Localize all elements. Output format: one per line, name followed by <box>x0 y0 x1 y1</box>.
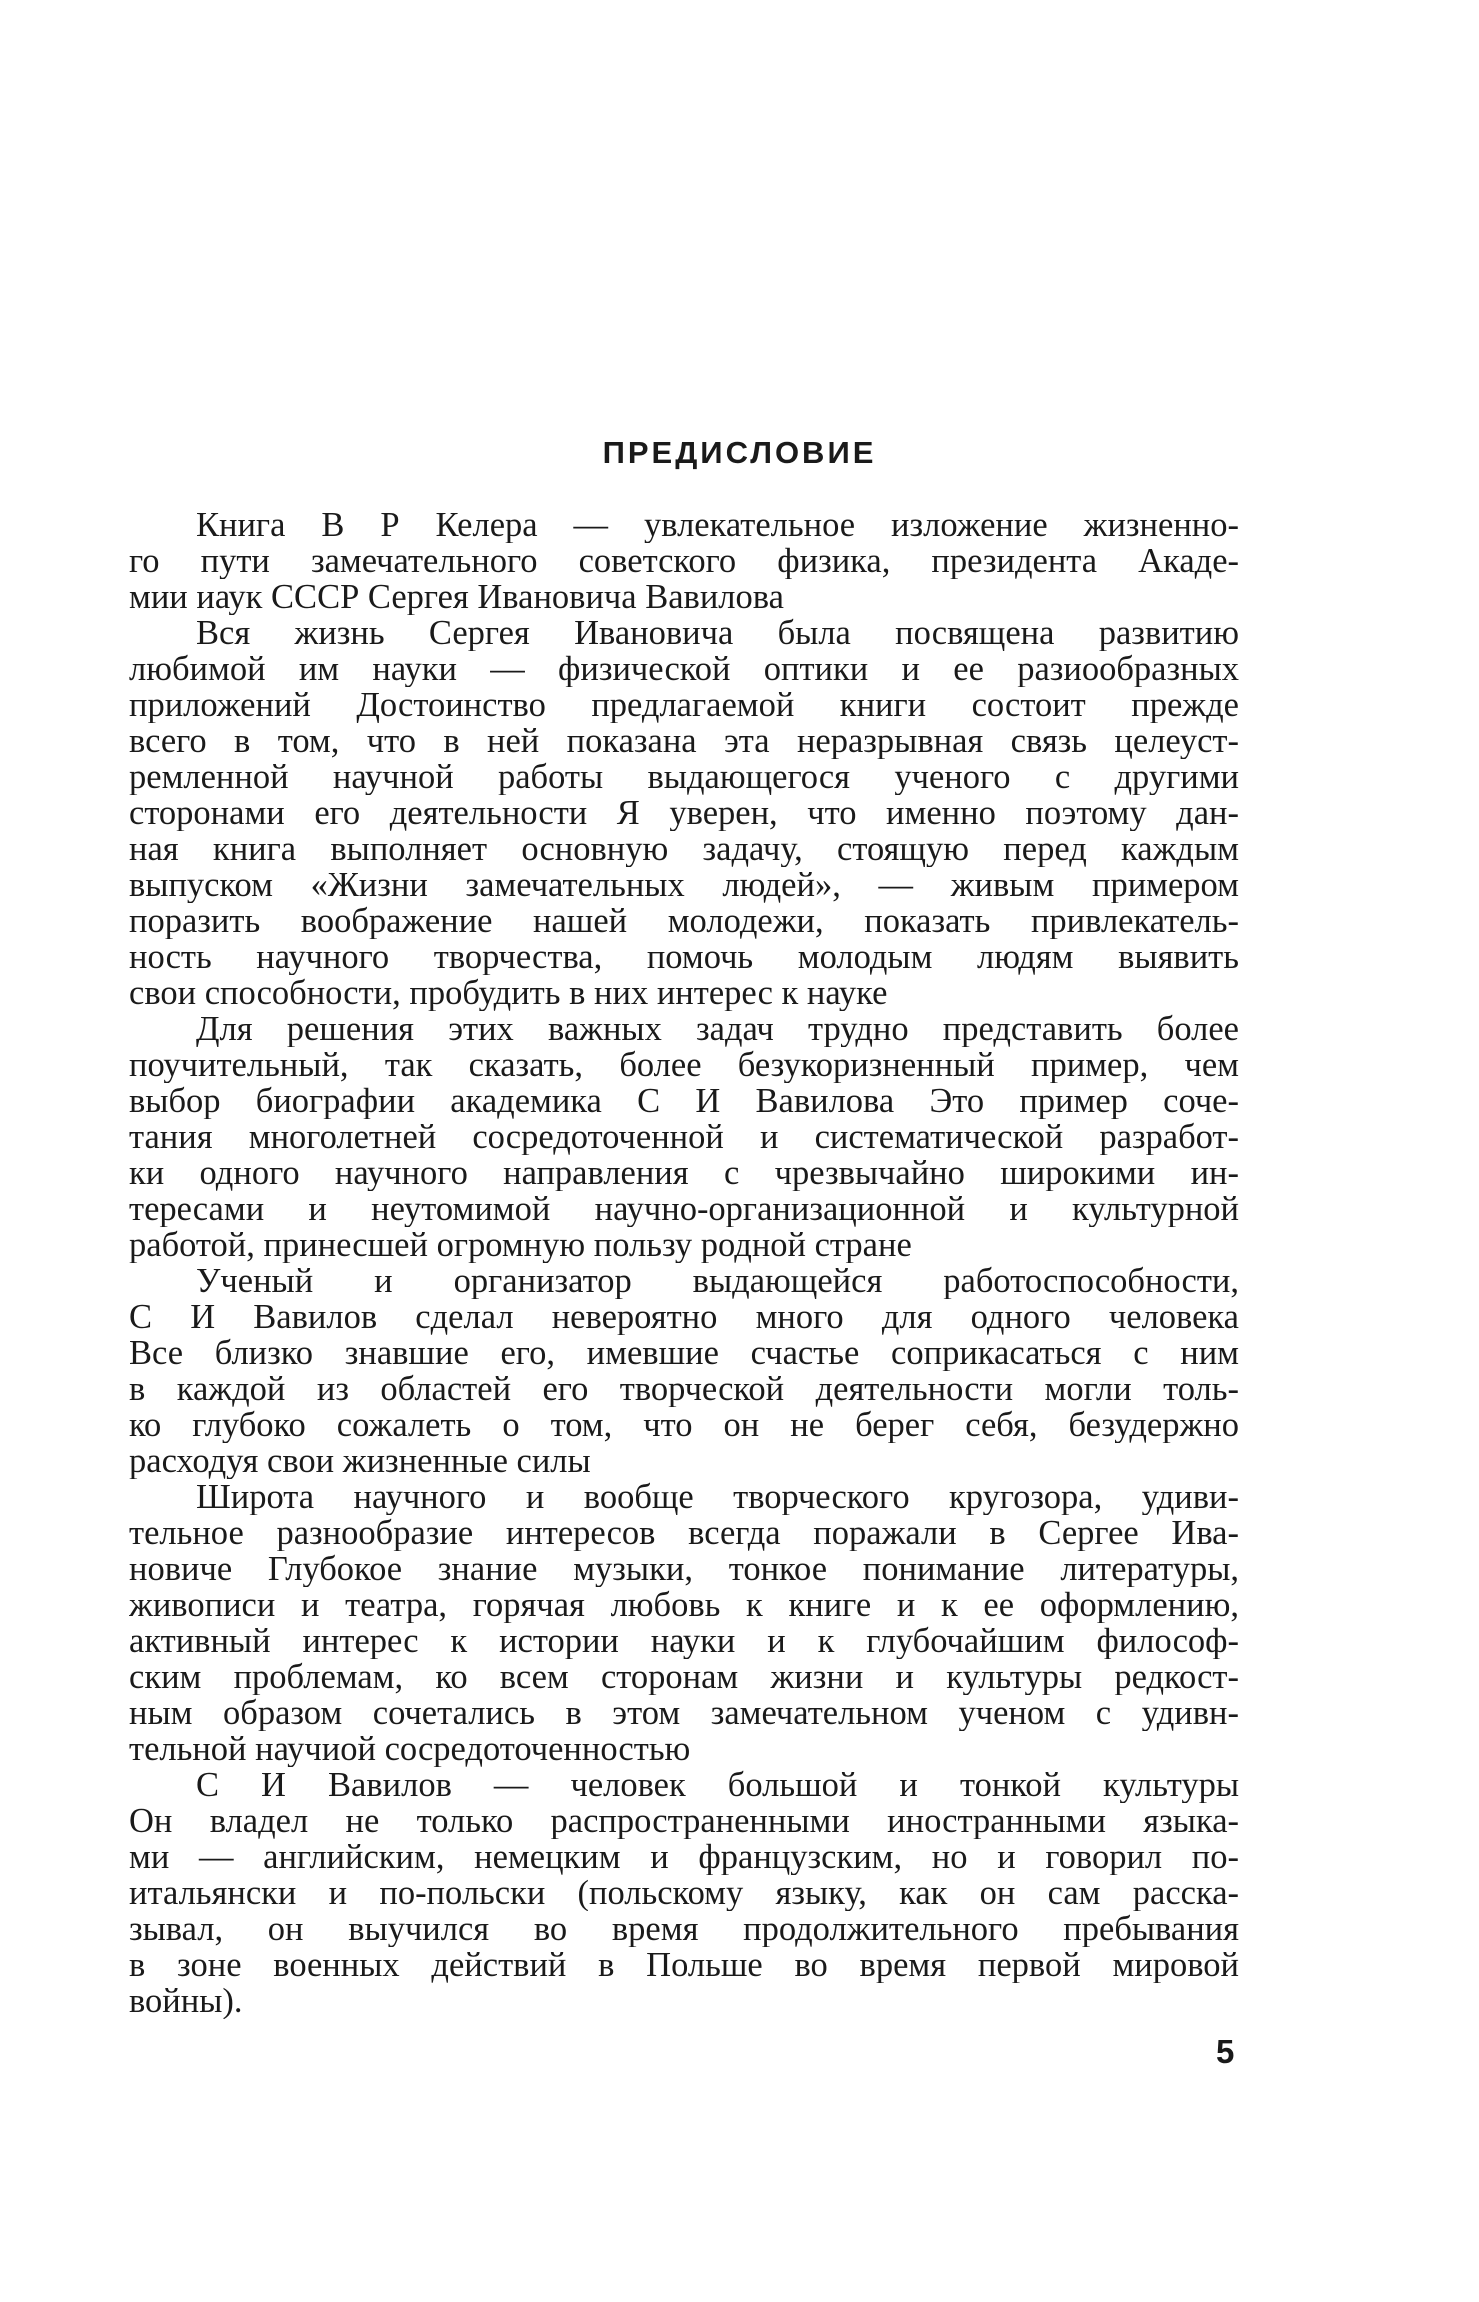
text-line: выбор биографии академика С И Вавилова Это пример соче- <box>129 1083 1239 1119</box>
text-line: тания многолетней сосредоточенной и систематической разработ- <box>129 1119 1239 1155</box>
text-line: тельное разнообразие интересов всегда поражали в Сергее Ива- <box>129 1515 1239 1551</box>
text-line: ми — английским, немецким и французским, но и говорил по- <box>129 1839 1239 1875</box>
text-line: выпуском «Жизни замечательных людей», — живым примером <box>129 867 1239 903</box>
body-text <box>129 507 1239 2019</box>
text-line: в зоне военных действий в Польше во время первой мировой <box>129 1947 1239 1983</box>
text-line: Ученый и организатор выдающейся работоспособности, <box>196 1263 1239 1299</box>
text-line: Он владел не только распространенными иностранными языка- <box>129 1803 1239 1839</box>
text-line: зывал, он выучился во время продолжительного пребывания <box>129 1911 1239 1947</box>
text-line: новиче Глубокое знание музыки, тонкое понимание литературы, <box>129 1551 1239 1587</box>
text-line: С И Вавилов сделал невероятно много для одного человека <box>129 1299 1239 1335</box>
text-line: ки одного научного направления с чрезвычайно широкими ин- <box>129 1155 1239 1191</box>
text-line: активный интерес к истории науки и к глубочайшим философ- <box>129 1623 1239 1659</box>
text-line: сторонами его деятельности Я уверен, что именно поэтому дан- <box>129 795 1239 831</box>
text-line: приложений Достоинство предлагаемой книги состоит прежде <box>129 687 1239 723</box>
text-line: поразить воображение нашей молодежи, показать привлекатель- <box>129 903 1239 939</box>
text-line: ко глубоко сожалеть о том, что он не берег себя, безудержно <box>129 1407 1239 1443</box>
text-line: го пути замечательного советского физика, президента Акаде- <box>129 543 1239 579</box>
text-line: работой, принесшей огромную пользу родной стране <box>129 1227 912 1263</box>
text-line: расходуя свои жизненные силы <box>129 1443 591 1479</box>
text-line: ным образом сочетались в этом замечательном ученом с удивн- <box>129 1695 1239 1731</box>
text-line: С И Вавилов — человек большой и тонкой культуры <box>196 1767 1239 1803</box>
page-title: ПРЕДИСЛОВИЕ <box>602 435 877 470</box>
text-line: свои способности, пробудить в них интерес к науке <box>129 975 888 1011</box>
text-line: войны). <box>129 1983 243 2019</box>
text-line: ремленной научной работы выдающегося ученого с другими <box>129 759 1239 795</box>
text-line: Книга В Р Келера — увлекательное изложение жизненно- <box>196 507 1239 543</box>
text-line: живописи и театра, горячая любовь к книге и к ее оформлению, <box>129 1587 1239 1623</box>
text-line: ная книга выполняет основную задачу, стоящую перед каждым <box>129 831 1239 867</box>
text-line: тельной научиой сосредоточенностью <box>129 1731 691 1767</box>
page-number: 5 <box>1216 2033 1235 2070</box>
text-line: в каждой из областей его творческой деятельности могли толь- <box>129 1371 1239 1407</box>
text-line: Для решения этих важных задач трудно представить более <box>196 1011 1239 1047</box>
text-line: ность научного творчества, помочь молодым людям выявить <box>129 939 1239 975</box>
text-line: всего в том, что в ней показана эта неразрывная связь целеуст- <box>129 723 1239 759</box>
text-line: Все близко знавшие его, имевшие счастье соприкасаться с ним <box>129 1335 1239 1371</box>
text-line: Вся жизнь Сергея Ивановича была посвящена развитию <box>196 615 1239 651</box>
text-line: мии иаук СССР Сергея Ивановича Вавилова <box>129 579 784 615</box>
text-line: ским проблемам, ко всем сторонам жизни и культуры редкост- <box>129 1659 1239 1695</box>
text-line: поучительный, так сказать, более безукоризненный пример, чем <box>129 1047 1239 1083</box>
text-line: Широта научного и вообще творческого кругозора, удиви- <box>196 1479 1239 1515</box>
text-line: итальянски и по-польски (польскому языку, как он сам расска- <box>129 1875 1239 1911</box>
text-line: любимой им науки — физической оптики и ее разиообразных <box>129 651 1239 687</box>
text-line: тересами и неутомимой научно-организационной и культурной <box>129 1191 1239 1227</box>
